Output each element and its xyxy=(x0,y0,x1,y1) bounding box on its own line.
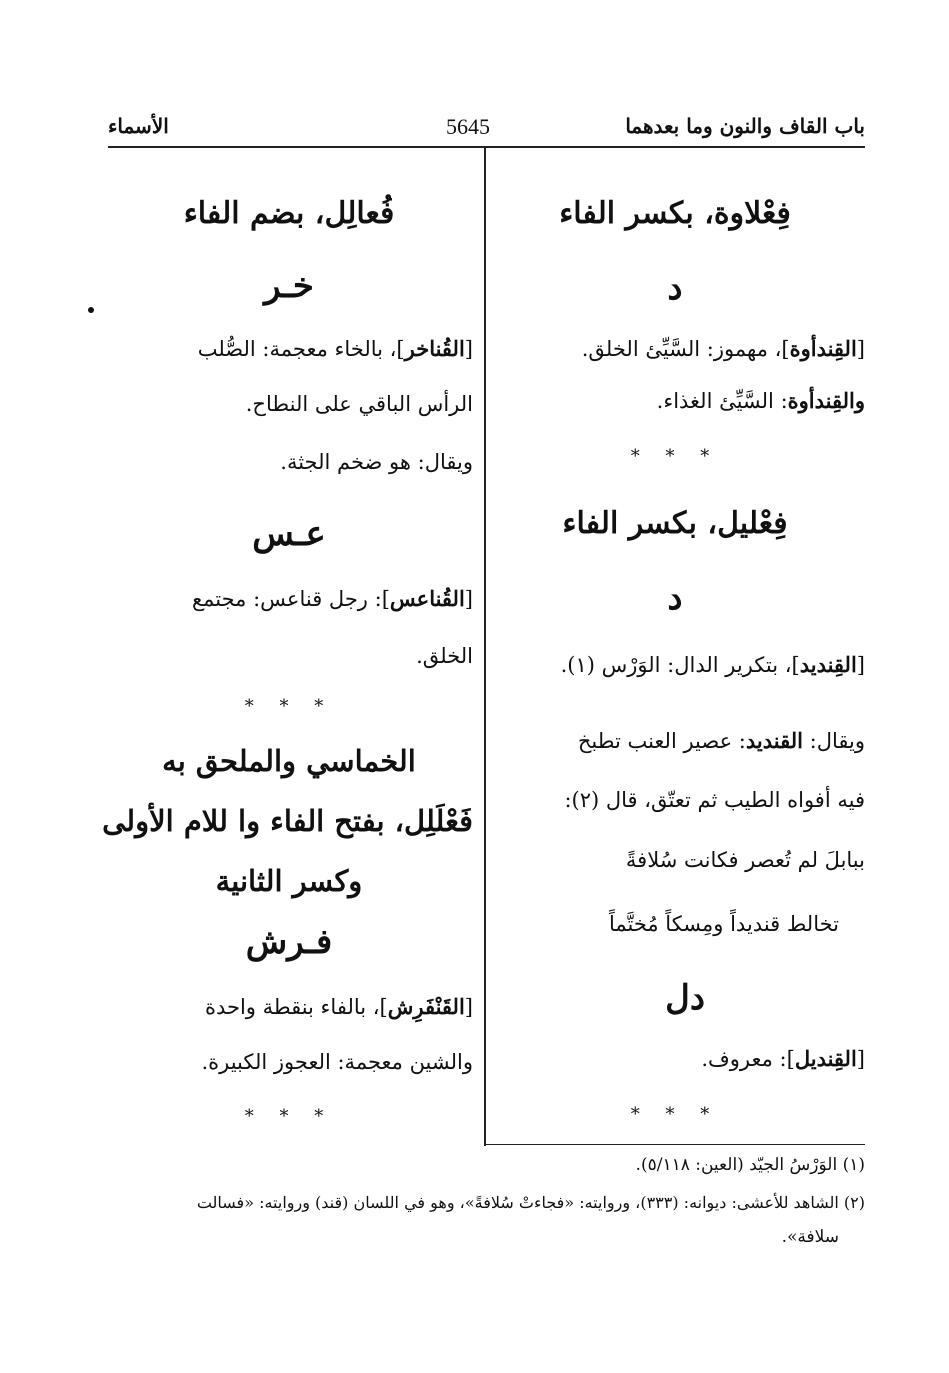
entry-term: والقِندأوة xyxy=(787,388,865,413)
page-number: 5645 xyxy=(446,114,490,139)
root-heading: د xyxy=(667,578,683,618)
entry-term: القُناعس xyxy=(389,586,465,611)
pattern-heading: فَعْلَلِل، بفتح الفاء وا للام الأولى xyxy=(102,804,473,838)
footnote-1: (١) الوَرْسُ الجيّد (العين: ٥/١١٨). xyxy=(635,1155,865,1175)
pattern-heading: فِعْلاوة، بكسر الفاء xyxy=(559,196,791,231)
entry-text: ]، بالفاء بنقطة واحدة xyxy=(204,995,388,1019)
root-heading: عـس xyxy=(252,514,326,554)
entry-text: ]، بالخاء معجمة: الصُّلب xyxy=(197,337,405,361)
root-heading: دل xyxy=(665,978,705,1018)
entry-line: ويقال: هو ضخم الجثة. xyxy=(280,450,473,474)
separator-stars: * * * xyxy=(630,1104,720,1125)
verse-line: تخالط قنديداً ومِسكاً مُختَّماً xyxy=(608,912,839,936)
entry-line: فيه أفواه الطيب ثم تعتّق، قال (٢): xyxy=(564,788,865,812)
entry-line: [القُناعس]: رجل قناعس: مجتمع xyxy=(191,586,473,611)
stray-mark xyxy=(88,307,94,313)
entry-term: القِنديد xyxy=(799,652,857,677)
chapter-title: باب القاف والنون وما بعدهما xyxy=(625,114,865,138)
entry-line xyxy=(485,388,865,413)
root-heading: د xyxy=(667,268,683,308)
entry-term: القَنْفَرِش xyxy=(387,994,465,1019)
entry-term: القُناخر xyxy=(404,336,465,361)
entry-term: القنديد xyxy=(745,728,803,753)
separator-stars: * * * xyxy=(630,446,720,467)
section-heading: الخماسي والملحق به xyxy=(162,744,416,778)
root-heading: فـرش xyxy=(245,922,333,962)
entry-text: ]، مهموز: السَّيِّئ الخلق. xyxy=(581,337,790,361)
entry-line: الرأس الباقي على النطاح. xyxy=(245,392,473,416)
entry-text: ]، بتكرير الدال: الوَرْس (١). xyxy=(560,653,800,677)
separator-stars: * * * xyxy=(244,1106,334,1127)
pattern-heading: فُعالِل، بضم الفاء xyxy=(183,196,395,231)
header-rule xyxy=(108,146,865,148)
pattern-heading: وكسر الثانية xyxy=(215,864,363,898)
entry-line: والشين معجمة: العجوز الكبيرة. xyxy=(201,1050,473,1074)
separator-stars: * * * xyxy=(244,696,334,717)
entry-line: [القُناخر]، بالخاء معجمة: الصُّلب xyxy=(197,336,473,361)
footnote-2: (٢) الشاهد للأعشى: ديوانه: (٣٣٣)، وروايته: «فجاءتْ سُلافةً»، وهو في اللسان (قند) وروايته: «فسالت xyxy=(196,1193,865,1212)
pattern-heading: فِعْليل، بكسر الفاء xyxy=(562,506,788,541)
entry-line: ويقال: القنديد: عصير العنب تطبخ xyxy=(577,728,865,753)
entry-line: [القِندأوة]، مهموز: السَّيِّئ الخلق. xyxy=(581,336,865,361)
entry-text: ]: رجل قناعس: مجتمع xyxy=(191,587,390,611)
entry-text: ]: معروف. xyxy=(701,1047,795,1071)
entry-term: القِنديل xyxy=(794,1046,857,1071)
entry-term: القِندأوة xyxy=(789,336,857,361)
root-heading: خـر xyxy=(264,266,314,306)
page-header xyxy=(108,110,865,146)
entry-line: [القِنديل]: معروف. xyxy=(701,1046,865,1071)
section-title: الأسماء xyxy=(108,114,169,138)
verse-line: ببابلَ لم تُعصر فكانت سُلافةً xyxy=(625,848,865,872)
entry-line: الخلق. xyxy=(416,644,473,668)
footnote-rule xyxy=(484,1144,865,1145)
footnote-2-continued: سلافة». xyxy=(781,1227,839,1247)
entry-text: : السَّيِّئ الغذاء. xyxy=(656,389,788,413)
entry-line: [القَنْفَرِش]، بالفاء بنقطة واحدة xyxy=(204,994,473,1019)
entry-line: [القِنديد]، بتكرير الدال: الوَرْس (١). xyxy=(560,652,865,677)
